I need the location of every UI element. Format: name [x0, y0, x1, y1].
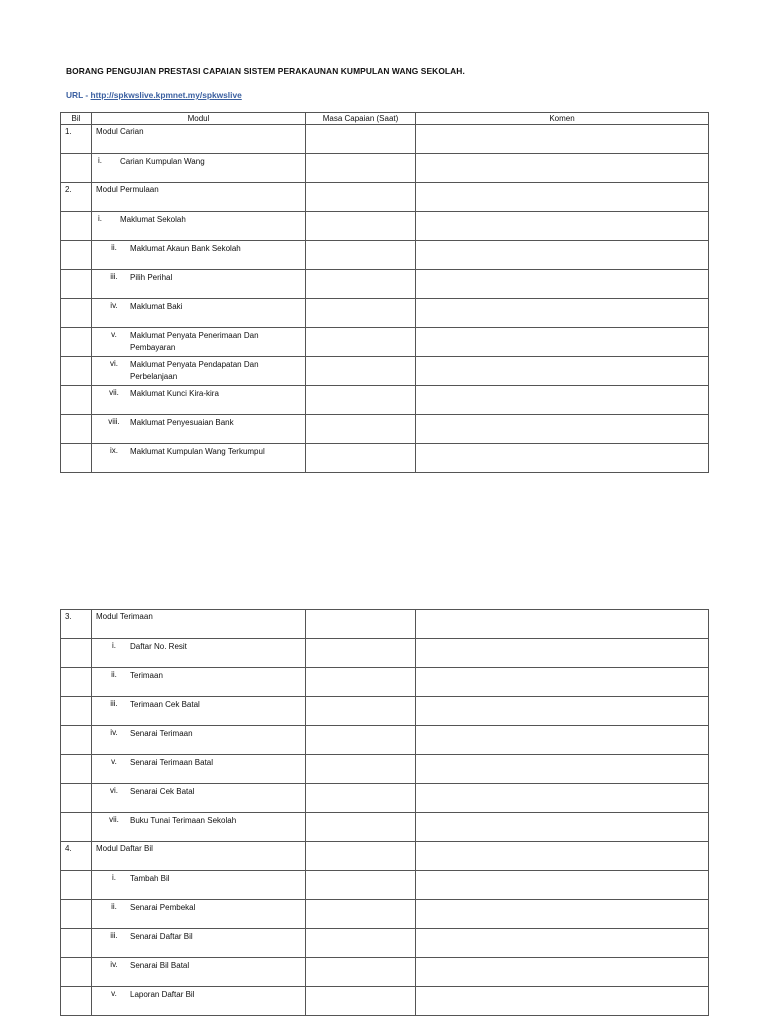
sub-item [96, 301, 301, 313]
komen-cell[interactable] [416, 610, 709, 639]
masa-capaian-cell[interactable] [306, 668, 416, 697]
modul-cell [92, 900, 306, 929]
bil-cell [61, 154, 92, 183]
sub-item-numeral: ix. [110, 446, 118, 455]
url-line [66, 90, 242, 100]
bil-cell [61, 639, 92, 668]
sub-item-numeral: iv. [110, 301, 118, 310]
masa-capaian-cell[interactable] [306, 813, 416, 842]
komen-cell[interactable] [416, 270, 709, 299]
komen-cell[interactable] [416, 813, 709, 842]
header-row [61, 113, 709, 125]
sub-item-label: Buku Tunai Terimaan Sekolah [130, 816, 237, 825]
table-row [61, 241, 709, 270]
masa-capaian-cell[interactable] [306, 755, 416, 784]
masa-capaian-cell[interactable] [306, 958, 416, 987]
table-row [61, 212, 709, 241]
sub-item-numeral: viii. [108, 417, 120, 426]
bil-cell [61, 357, 92, 386]
sub-item-label: Senarai Cek Batal [130, 787, 195, 796]
sub-item-label: Senarai Terimaan Batal [130, 758, 214, 767]
table-row [61, 900, 709, 929]
masa-capaian-cell[interactable] [306, 929, 416, 958]
masa-capaian-cell[interactable] [306, 784, 416, 813]
komen-cell[interactable] [416, 987, 709, 1016]
table-row [61, 929, 709, 958]
modul-cell [92, 813, 306, 842]
komen-cell[interactable] [416, 784, 709, 813]
komen-cell[interactable] [416, 328, 709, 357]
modul-cell [92, 929, 306, 958]
document-title: BORANG PENGUJIAN PRESTASI CAPAIAN SISTEM PERAKAUNAN KUMPULAN WANG SEKOLAH. [66, 66, 465, 76]
table-row [61, 639, 709, 668]
modul-cell [92, 241, 306, 270]
modul-cell [92, 299, 306, 328]
modul-cell [92, 357, 306, 386]
komen-cell[interactable] [416, 668, 709, 697]
modul-cell [92, 154, 306, 183]
komen-cell[interactable] [416, 241, 709, 270]
masa-capaian-cell[interactable] [306, 415, 416, 444]
komen-cell[interactable] [416, 212, 709, 241]
masa-capaian-cell[interactable] [306, 299, 416, 328]
bil-cell [61, 415, 92, 444]
modul-cell [92, 668, 306, 697]
sub-item-numeral: i. [98, 214, 102, 223]
masa-capaian-cell[interactable] [306, 639, 416, 668]
sub-item-numeral: ii. [111, 243, 117, 252]
komen-cell[interactable] [416, 125, 709, 154]
sub-item-numeral: i. [112, 641, 116, 650]
bil-cell [61, 668, 92, 697]
bil-cell [61, 697, 92, 726]
masa-capaian-cell[interactable] [306, 871, 416, 900]
table-row [61, 813, 709, 842]
bil-cell: 4. [61, 842, 92, 871]
masa-capaian-cell[interactable] [306, 183, 416, 212]
sub-item-label: Pilih Perihal [130, 273, 173, 282]
komen-cell[interactable] [416, 357, 709, 386]
bil-cell [61, 212, 92, 241]
masa-capaian-cell[interactable] [306, 328, 416, 357]
sub-item [96, 728, 301, 740]
komen-cell[interactable] [416, 755, 709, 784]
sub-item [96, 670, 301, 682]
masa-capaian-cell[interactable] [306, 842, 416, 871]
table-row [61, 726, 709, 755]
modul-cell [92, 697, 306, 726]
modul-cell [92, 386, 306, 415]
komen-cell[interactable] [416, 958, 709, 987]
bil-cell [61, 299, 92, 328]
table-row [61, 183, 709, 212]
sub-item-label: Laporan Daftar Bil [130, 990, 195, 999]
komen-cell[interactable] [416, 639, 709, 668]
performance-table-part-2 [60, 609, 709, 1016]
masa-capaian-cell[interactable] [306, 444, 416, 473]
table-row [61, 958, 709, 987]
sub-item [96, 330, 301, 353]
masa-capaian-cell[interactable] [306, 270, 416, 299]
modul-cell: Modul Permulaan [92, 183, 306, 212]
table-row [61, 125, 709, 154]
modul-cell [92, 415, 306, 444]
komen-cell[interactable] [416, 154, 709, 183]
sub-item [96, 989, 301, 1001]
modul-cell [92, 270, 306, 299]
modul-cell [92, 726, 306, 755]
sub-item [96, 931, 301, 943]
komen-cell[interactable] [416, 929, 709, 958]
modul-cell [92, 871, 306, 900]
sub-item [96, 243, 301, 255]
table-row [61, 270, 709, 299]
bil-cell [61, 871, 92, 900]
modul-cell: Modul Daftar Bil [92, 842, 306, 871]
komen-cell[interactable] [416, 842, 709, 871]
masa-capaian-cell[interactable] [306, 987, 416, 1016]
table-row [61, 871, 709, 900]
komen-cell[interactable] [416, 415, 709, 444]
komen-cell[interactable] [416, 871, 709, 900]
sub-item-numeral: i. [112, 873, 116, 882]
sub-item [96, 359, 301, 382]
header-masa-capaian: Masa Capaian (Saat) [306, 113, 416, 125]
table-row [61, 610, 709, 639]
sub-item-label: Senarai Terimaan [130, 729, 193, 738]
sub-item [96, 446, 301, 458]
masa-capaian-cell[interactable] [306, 386, 416, 415]
table-row [61, 154, 709, 183]
bil-cell: 1. [61, 125, 92, 154]
sub-item-label: Terimaan Cek Batal [130, 700, 200, 709]
masa-capaian-cell[interactable] [306, 726, 416, 755]
sub-item [96, 873, 301, 885]
sub-item-label: Daftar No. Resit [130, 642, 187, 651]
table-row [61, 357, 709, 386]
bil-cell [61, 328, 92, 357]
sub-item-numeral: ii. [111, 670, 117, 679]
modul-cell [92, 639, 306, 668]
masa-capaian-cell[interactable] [306, 212, 416, 241]
sub-item-numeral: vi. [110, 359, 118, 368]
sub-item-numeral: iii. [110, 931, 118, 940]
komen-cell[interactable] [416, 900, 709, 929]
sub-item [96, 272, 301, 284]
table-row [61, 328, 709, 357]
sub-item [96, 960, 301, 972]
bil-cell [61, 270, 92, 299]
table-row [61, 842, 709, 871]
sub-item-label: Tambah Bil [130, 874, 170, 883]
table-row [61, 668, 709, 697]
sub-item [96, 156, 301, 168]
sub-item-numeral: v. [111, 989, 117, 998]
sub-item [96, 214, 301, 226]
sub-item-numeral: iv. [110, 960, 118, 969]
bil-cell: 2. [61, 183, 92, 212]
sub-item-label: Maklumat Kunci Kira-kira [130, 389, 219, 398]
bil-cell [61, 386, 92, 415]
bil-cell [61, 444, 92, 473]
sub-item-numeral: iv. [110, 728, 118, 737]
table-row [61, 784, 709, 813]
header-komen: Komen [416, 113, 709, 125]
bil-cell: 3. [61, 610, 92, 639]
modul-cell: Modul Terimaan [92, 610, 306, 639]
sub-item-label: Maklumat Penyata Pendapatan Dan Perbelanjaan [130, 360, 259, 381]
sub-item-label: Maklumat Kumpulan Wang Terkumpul [130, 447, 265, 456]
bil-cell [61, 813, 92, 842]
table-row [61, 386, 709, 415]
sub-item-numeral: iii. [110, 272, 118, 281]
sub-item [96, 815, 301, 827]
sub-item-label: Maklumat Sekolah [120, 215, 186, 224]
masa-capaian-cell[interactable] [306, 357, 416, 386]
table-row [61, 987, 709, 1016]
bil-cell [61, 929, 92, 958]
modul-cell [92, 328, 306, 357]
komen-cell[interactable] [416, 444, 709, 473]
sub-item-label: Maklumat Baki [130, 302, 183, 311]
bil-cell [61, 726, 92, 755]
sub-item [96, 786, 301, 798]
komen-cell[interactable] [416, 386, 709, 415]
sub-item-numeral: ii. [111, 902, 117, 911]
sub-item-numeral: v. [111, 330, 117, 339]
bil-cell [61, 755, 92, 784]
sub-item-numeral: vii. [109, 388, 119, 397]
table-row [61, 299, 709, 328]
sub-item-numeral: iii. [110, 699, 118, 708]
url-prefix: URL - [66, 90, 91, 100]
sub-item-numeral: v. [111, 757, 117, 766]
sub-item-label: Carian Kumpulan Wang [120, 157, 205, 166]
bil-cell [61, 987, 92, 1016]
modul-cell [92, 958, 306, 987]
komen-cell[interactable] [416, 726, 709, 755]
sub-item [96, 902, 301, 914]
modul-cell: Modul Carian [92, 125, 306, 154]
modul-cell [92, 444, 306, 473]
sub-item [96, 641, 301, 653]
masa-capaian-cell[interactable] [306, 610, 416, 639]
modul-cell [92, 987, 306, 1016]
masa-capaian-cell[interactable] [306, 241, 416, 270]
header-bil: Bil [61, 113, 92, 125]
masa-capaian-cell[interactable] [306, 900, 416, 929]
bil-cell [61, 784, 92, 813]
sub-item-label: Senarai Bil Batal [130, 961, 190, 970]
sub-item-numeral: vii. [109, 815, 119, 824]
header-modul: Modul [92, 113, 306, 125]
komen-cell[interactable] [416, 183, 709, 212]
sub-item-label: Senarai Daftar Bil [130, 932, 193, 941]
masa-capaian-cell[interactable] [306, 125, 416, 154]
sub-item-label: Maklumat Akaun Bank Sekolah [130, 244, 241, 253]
komen-cell[interactable] [416, 299, 709, 328]
sub-item-numeral: i. [98, 156, 102, 165]
table-row [61, 415, 709, 444]
url-link[interactable]: http://spkwslive.kpmnet.my/spkwslive [90, 90, 242, 100]
bil-cell [61, 958, 92, 987]
sub-item-numeral: vi. [110, 786, 118, 795]
bil-cell [61, 900, 92, 929]
modul-cell [92, 212, 306, 241]
sub-item [96, 388, 301, 400]
table-row [61, 755, 709, 784]
sub-item-label: Maklumat Penyesuaian Bank [130, 418, 234, 427]
komen-cell[interactable] [416, 697, 709, 726]
masa-capaian-cell[interactable] [306, 697, 416, 726]
sub-item [96, 417, 301, 429]
modul-cell [92, 784, 306, 813]
sub-item-label: Senarai Pembekal [130, 903, 196, 912]
table-row [61, 697, 709, 726]
bil-cell [61, 241, 92, 270]
table-row [61, 444, 709, 473]
sub-item-label: Maklumat Penyata Penerimaan Dan Pembayaran [130, 331, 259, 352]
sub-item [96, 757, 301, 769]
sub-item [96, 699, 301, 711]
performance-table-part-1 [60, 112, 709, 473]
modul-cell [92, 755, 306, 784]
masa-capaian-cell[interactable] [306, 154, 416, 183]
sub-item-label: Terimaan [130, 671, 163, 680]
